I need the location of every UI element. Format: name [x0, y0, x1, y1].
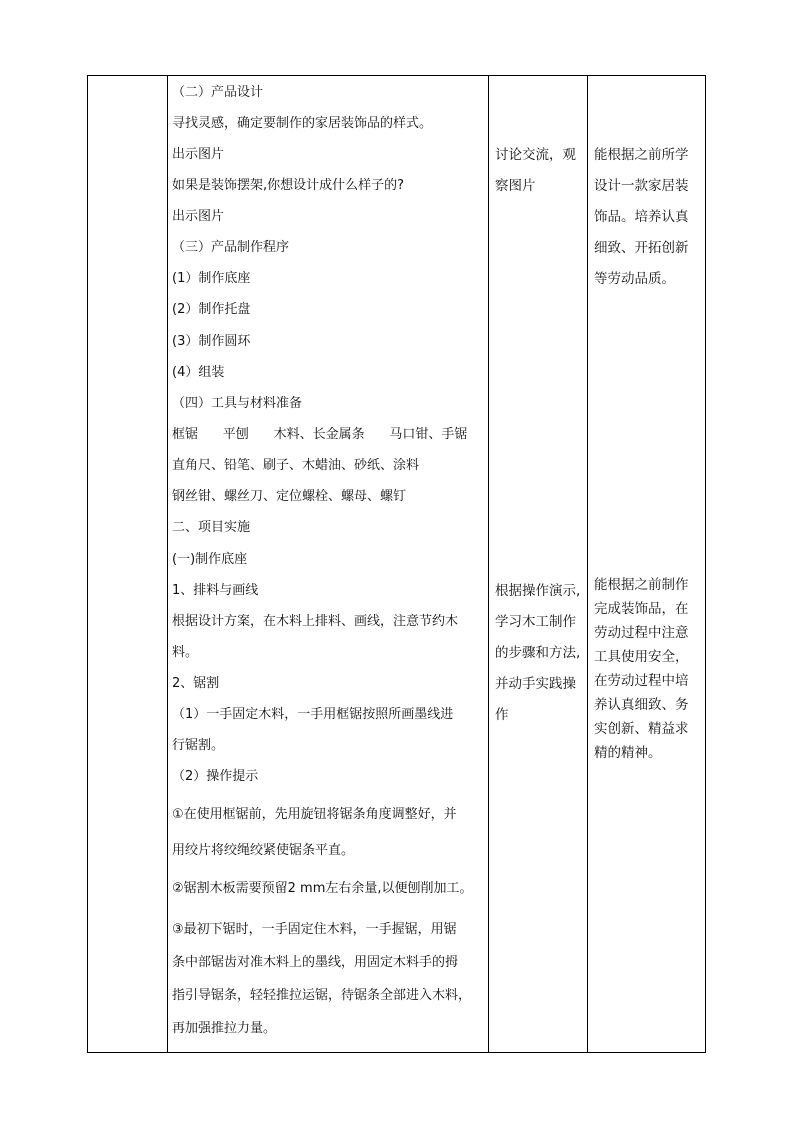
intent-line: 设计一款家居装 [594, 178, 689, 194]
content-line: 指引导锯条，轻轻推拉运锯，待锯条全部进入木料， [172, 988, 472, 1003]
content-line: （二）产品设计 [172, 85, 264, 100]
column-divider-3 [587, 75, 588, 1053]
content-line: 再加强推拉力量。 [172, 1021, 277, 1036]
intent-line: 饰品。培养认真 [594, 209, 689, 225]
column-divider-2 [488, 75, 489, 1053]
intent-line: 在劳动过程中培 [594, 673, 689, 689]
content-line: （四）工具与材料准备 [172, 396, 303, 411]
activity-line: 根据操作演示, [495, 583, 581, 599]
intent-line: 能根据之前所学 [594, 147, 689, 163]
content-line: ②锯割木板需要预留2 mm左右余量,以便刨削加工。 [172, 881, 473, 896]
activity-line: 讨论交流，观 [495, 147, 576, 163]
intent-line: 等劳动品质。 [594, 271, 675, 287]
content-line: 料。 [172, 645, 199, 660]
content-line: 直角尺、铅笔、刷子、木蜡油、砂纸、涂料 [172, 458, 420, 473]
content-line: 用绞片将绞绳绞紧使锯条平直。 [172, 843, 355, 858]
content-line: 如果是装饰摆架,你想设计成什么样子的? [172, 178, 405, 193]
content-line: (1）制作底座 [172, 271, 251, 286]
activity-line: 的步骤和方法, [495, 645, 581, 661]
activity-line: 学习木工制作 [495, 614, 576, 630]
intent-line: 细致、开拓创新 [594, 240, 689, 256]
content-line: （1）一手固定木料，一手用框锯按照所画墨线进 [172, 707, 454, 722]
activity-line: 作 [495, 707, 509, 723]
intent-line: 精的精神。 [594, 745, 662, 761]
content-line: （三）产品制作程序 [172, 240, 290, 255]
content-line: ③最初下锯时，一手固定住木料，一手握锯，用锯 [172, 922, 457, 937]
content-line: 出示图片 [172, 209, 225, 224]
content-line: （2）操作提示 [172, 769, 259, 784]
content-line: 出示图片 [172, 147, 225, 162]
content-line: 2、锯割 [172, 676, 220, 691]
intent-line: 养认真细致、务 [594, 697, 689, 713]
activity-line: 并动手实践操 [495, 676, 576, 692]
content-line: 根据设计方案，在木料上排料、画线，注意节约木 [172, 614, 459, 629]
content-line: (一)制作底座 [172, 552, 248, 567]
intent-line: 实创新、精益求 [594, 721, 689, 737]
intent-line: 能根据之前制作 [594, 577, 689, 593]
content-line: (2）制作托盘 [172, 302, 251, 317]
content-line: 二、项目实施 [172, 520, 251, 535]
content-line: 条中部锯齿对准木料上的墨线，用固定木料手的拇 [172, 955, 459, 970]
content-line: 1、排料与画线 [172, 583, 259, 598]
content-line: (4）组装 [172, 365, 225, 380]
content-line: ①在使用框锯前，先用旋钮将锯条角度调整好，并 [172, 807, 457, 822]
content-line: 寻找灵感，确定要制作的家居装饰品的样式。 [172, 116, 433, 131]
activity-line: 察图片 [495, 178, 536, 194]
intent-line: 工具使用安全， [594, 649, 689, 665]
content-line: 框锯 平刨 木料、长金属条 马口钳、手锯 [172, 427, 468, 442]
column-divider-1 [167, 75, 168, 1053]
intent-line: 劳动过程中注意 [594, 625, 689, 641]
content-line: 钢丝钳、螺丝刀、定位螺栓、螺母、螺钉 [172, 489, 407, 504]
content-line: (3）制作圆环 [172, 334, 251, 349]
intent-line: 完成装饰品，在 [594, 601, 689, 617]
content-line: 行锯割。 [172, 738, 225, 753]
